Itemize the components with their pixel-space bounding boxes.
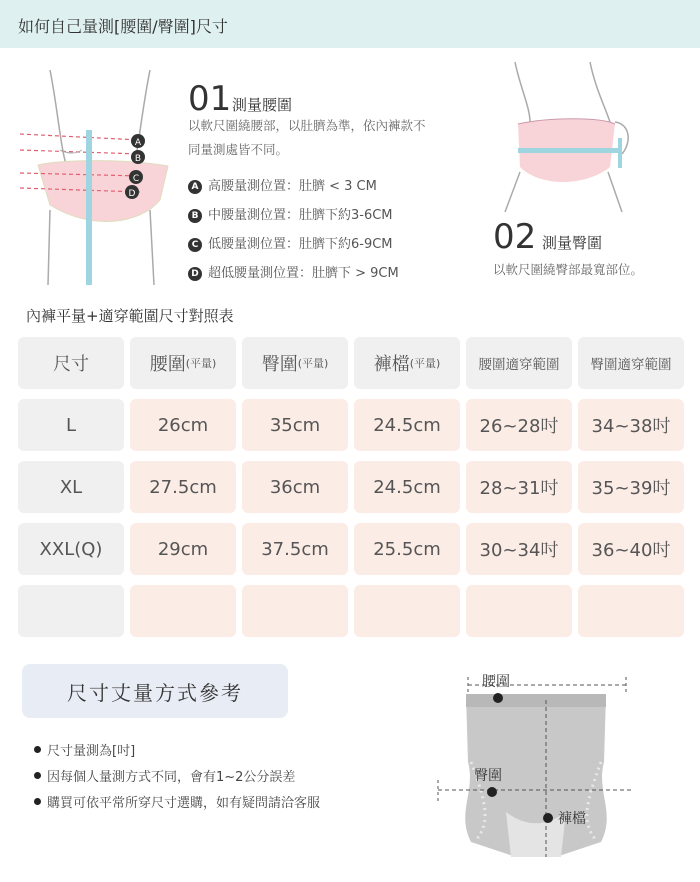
header-label: 腰圍 bbox=[149, 354, 186, 375]
table-cell bbox=[354, 585, 460, 637]
section1-desc bbox=[188, 114, 488, 162]
table-cell: 30~34吋 bbox=[466, 523, 572, 575]
table-cell: 36~40吋 bbox=[578, 523, 684, 575]
table-cell-size bbox=[18, 585, 124, 637]
table-cell: 27.5cm bbox=[130, 461, 236, 513]
label-c: C bbox=[132, 174, 140, 184]
item-text: 高腰量測位置：肚臍 < 3 CM bbox=[208, 178, 377, 194]
table-cell-size: XXL(Q) bbox=[18, 523, 124, 575]
garment-measure-diagram bbox=[436, 662, 636, 867]
header-sub: (平量) bbox=[409, 357, 441, 370]
table-cell: 35~39吋 bbox=[578, 461, 684, 513]
hip-label: 臀圍 bbox=[474, 768, 502, 784]
list-item bbox=[188, 230, 399, 259]
waist-measure-illustration bbox=[20, 70, 180, 290]
table-cell-size: XL bbox=[18, 461, 124, 513]
section1-list bbox=[188, 172, 399, 288]
table-cell: 37.5cm bbox=[242, 523, 348, 575]
table-cell bbox=[578, 585, 684, 637]
header-waist-range bbox=[466, 337, 572, 389]
table-cell: 35cm bbox=[242, 399, 348, 451]
list-item bbox=[188, 172, 399, 201]
reference-notes bbox=[34, 736, 320, 814]
note-text: 因每個人量測方式不同，會有1~2公分誤差 bbox=[47, 769, 296, 785]
header-label: 臀圍適穿範圍 bbox=[590, 357, 672, 373]
header-crotch bbox=[354, 337, 460, 389]
header-label: 腰圍適穿範圍 bbox=[478, 357, 560, 373]
section1-desc-line1: 以軟尺圍繞腰部，以肚臍為準，依內褲款不 bbox=[188, 118, 426, 133]
header-sub: (平量) bbox=[297, 357, 329, 370]
list-item bbox=[188, 201, 399, 230]
table-cell: 24.5cm bbox=[354, 399, 460, 451]
table-cell bbox=[466, 585, 572, 637]
bullet-icon bbox=[34, 772, 41, 779]
item-letter: A bbox=[188, 180, 202, 194]
table-cell: 26~28吋 bbox=[466, 399, 572, 451]
label-d: D bbox=[128, 189, 136, 199]
table-cell: 28~31吋 bbox=[466, 461, 572, 513]
list-item bbox=[34, 736, 320, 762]
list-item bbox=[34, 788, 320, 814]
table-cell bbox=[130, 585, 236, 637]
bullet-icon bbox=[34, 798, 41, 805]
section2-number: 02 bbox=[493, 217, 537, 257]
page-title: 如何自己量測[腰圍/臀圍]尺寸 bbox=[18, 17, 228, 36]
header-size bbox=[18, 337, 124, 389]
item-text: 超低腰量測位置：肚臍下 > 9CM bbox=[208, 265, 399, 281]
table-cell: 34~38吋 bbox=[578, 399, 684, 451]
reference-title: 尺寸丈量方式參考 bbox=[22, 664, 288, 718]
header-label: 褲檔 bbox=[373, 354, 410, 375]
item-text: 低腰量測位置：肚臍下約6-9CM bbox=[208, 236, 393, 252]
waist-label: 腰圍 bbox=[482, 674, 510, 690]
crotch-label: 褲檔 bbox=[558, 811, 586, 827]
note-text: 購買可依平常所穿尺寸選購，如有疑問請洽客服 bbox=[47, 795, 321, 811]
header-hip bbox=[242, 337, 348, 389]
table-cell: 24.5cm bbox=[354, 461, 460, 513]
table-cell bbox=[242, 585, 348, 637]
label-a: A bbox=[134, 138, 142, 148]
item-letter: C bbox=[188, 238, 202, 252]
list-item bbox=[188, 259, 399, 288]
header-label: 尺寸 bbox=[53, 354, 89, 375]
table-cell: 36cm bbox=[242, 461, 348, 513]
item-letter: D bbox=[188, 267, 202, 281]
section2-title: 測量臀圍 bbox=[542, 234, 603, 252]
section1-title: 測量腰圍 bbox=[232, 96, 293, 114]
size-table-title: 內褲平量+適穿範圍尺寸對照表 bbox=[26, 307, 234, 325]
hip-measure-illustration bbox=[490, 62, 640, 212]
table-cell-size: L bbox=[18, 399, 124, 451]
header-label: 臀圍 bbox=[261, 354, 298, 375]
section2-desc: 以軟尺圍繞臀部最寬部位。 bbox=[493, 262, 644, 277]
section1-desc-line2: 同量測處皆不同。 bbox=[188, 142, 289, 157]
table-cell: 29cm bbox=[130, 523, 236, 575]
table-cell: 25.5cm bbox=[354, 523, 460, 575]
note-text: 尺寸量測為[吋] bbox=[47, 743, 136, 759]
item-text: 中腰量測位置：肚臍下約3-6CM bbox=[208, 207, 393, 223]
list-item bbox=[34, 762, 320, 788]
label-b: B bbox=[134, 154, 142, 164]
table-cell: 26cm bbox=[130, 399, 236, 451]
item-letter: B bbox=[188, 209, 202, 223]
bullet-icon bbox=[34, 746, 41, 753]
header-sub: (平量) bbox=[185, 357, 217, 370]
header-hip-range bbox=[578, 337, 684, 389]
header-waist bbox=[130, 337, 236, 389]
section1-number: 01 bbox=[188, 79, 232, 119]
